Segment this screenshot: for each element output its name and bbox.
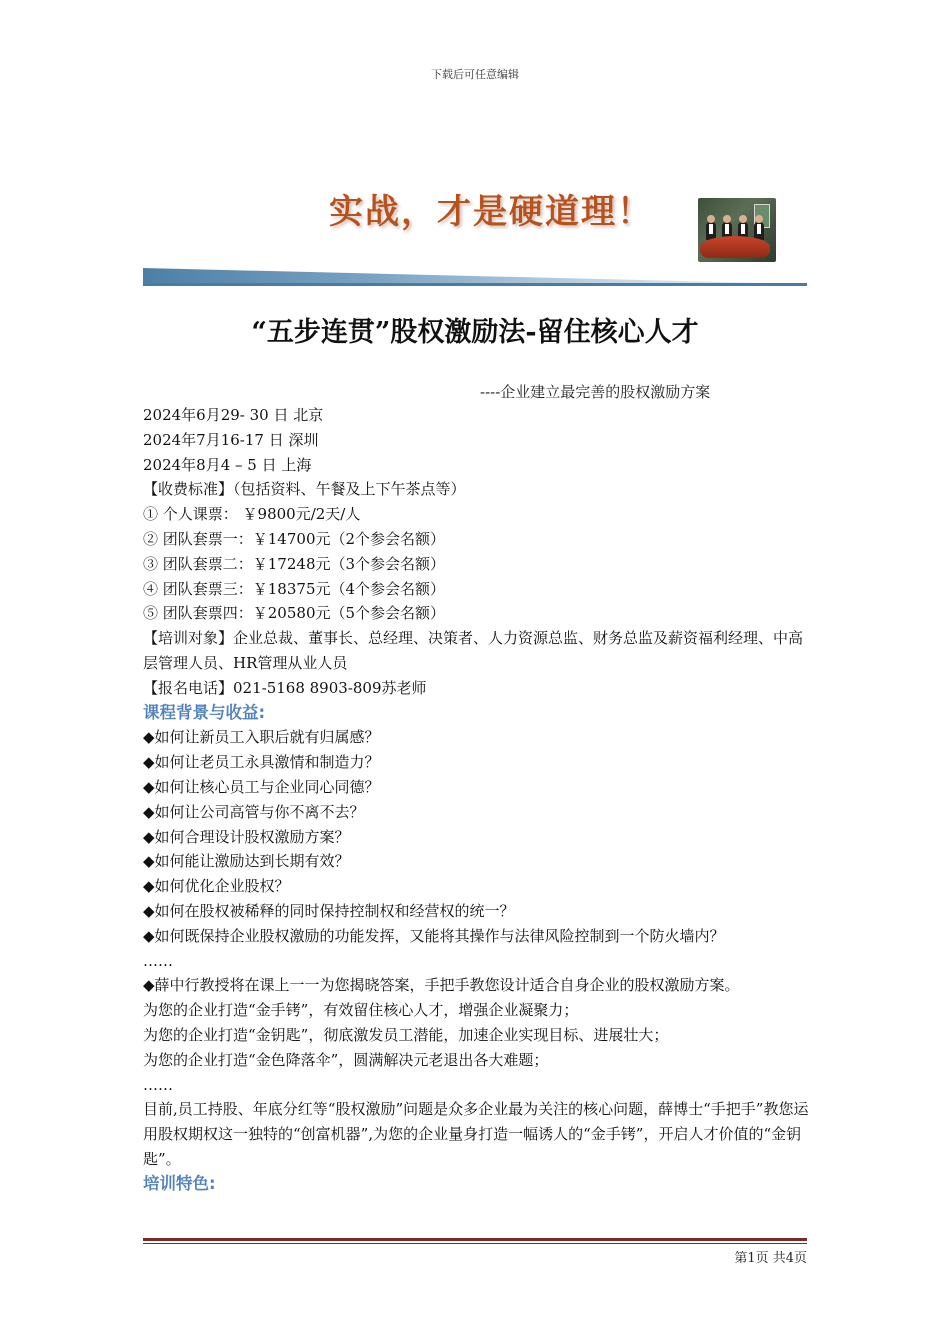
banner bbox=[143, 160, 807, 286]
question-item: ◆如何优化企业股权？ bbox=[143, 877, 290, 896]
benefit-item: 为您的企业打造“金手铐”，有效留住核心人才，增强企业凝聚力； bbox=[143, 1001, 579, 1020]
benefit-item: 为您的企业打造“金色降落伞”，圆满解决元老退出各大难题； bbox=[143, 1050, 549, 1069]
ellipsis: …… bbox=[143, 951, 173, 970]
audience-paragraph: 【培训对象】企业总裁、董事长、总经理、决策者、人力资源总监、财务总监及薪资福利经理、中高层管理人员、HR管理从业人员 bbox=[143, 629, 804, 672]
section-heading-features: 培训特色: bbox=[143, 1173, 216, 1193]
question-item: ◆如何合理设计股权激励方案？ bbox=[143, 827, 350, 846]
benefit-item: 为您的企业打造“金钥匙”，彻底激发员工潜能，加速企业实现目标、进展壮大； bbox=[143, 1025, 669, 1044]
fee-item: ③ 团队套票二：￥17248元（3个参会名额） bbox=[143, 554, 446, 573]
document-body bbox=[143, 403, 809, 1197]
page-number: 第1页 共4页 bbox=[734, 1251, 807, 1266]
question-item: ◆如何能让激励达到长期有效？ bbox=[143, 852, 350, 871]
fee-item: ⑤ 团队套票四：￥20580元（5个参会名额） bbox=[143, 604, 446, 623]
footer-rule bbox=[143, 1238, 807, 1241]
answer-paragraph: ◆薛中行教授将在课上一一为您揭晓答案，手把手教您设计适合自身企业的股权激励方案。 bbox=[143, 976, 740, 995]
question-item: ◆如何让核心员工与企业同心同德？ bbox=[143, 777, 380, 796]
conference-table bbox=[700, 236, 770, 258]
section-heading-background: 课程背景与收益: bbox=[143, 702, 266, 722]
fee-item: ④ 团队套票三：￥18375元（4个参会名额） bbox=[143, 579, 446, 598]
banner-gradient-bar bbox=[143, 268, 807, 284]
fee-item: ② 团队套票一：￥14700元（2个参会名额） bbox=[143, 529, 446, 548]
contact-line: 【报名电话】021-5168 8903-809苏老师 bbox=[143, 678, 427, 697]
question-item: ◆如何让老员工永具激情和制造力？ bbox=[143, 753, 380, 772]
summary-paragraph: 目前,员工持股、年底分红等“股权激励”问题是众多企业最为关注的核心问题，薛博士“手把手”教您运用股权期权这一独特的“创富机器”,为您的企业量身打造一幅诱人的“金手铐”，开启人才价值的“金钥匙”。 bbox=[143, 1100, 809, 1168]
schedule-line: 2024年6月29- 30 日 北京 bbox=[143, 406, 324, 424]
header-note: 下载后可任意编辑 bbox=[431, 68, 519, 81]
question-item: ◆如何让公司高管与你不离不去？ bbox=[143, 802, 365, 821]
schedule-line: 2024年7月16-17 日 深圳 bbox=[143, 430, 319, 449]
footer-rule-thin bbox=[143, 1243, 807, 1244]
document-title: “五步连贯”股权激励法-留住核心人才 bbox=[251, 317, 699, 348]
question-item: ◆如何让新员工入职后就有归属感？ bbox=[143, 728, 380, 747]
question-item: ◆如何在股权被稀释的同时保持控制权和经营权的统一？ bbox=[143, 901, 515, 920]
banner-slogan: 实战，才是硬道理！ bbox=[329, 192, 653, 232]
ellipsis: …… bbox=[143, 1075, 173, 1094]
banner-underline bbox=[143, 283, 807, 286]
schedule-line: 2024年8月4 – 5 日 上海 bbox=[143, 455, 312, 474]
document-subtitle: ----企业建立最完善的股权激励方案 bbox=[480, 383, 711, 401]
fee-heading: 【收费标准】（包括资料、午餐及上下午茶点等） bbox=[143, 480, 466, 499]
meeting-photo bbox=[698, 198, 776, 262]
question-item: ◆如何既保持企业股权激励的功能发挥，又能将其操作与法律风险控制到一个防火墙内？ bbox=[143, 926, 725, 945]
fee-item: ① 个人课票： ￥9800元/2天/人 bbox=[143, 505, 361, 524]
